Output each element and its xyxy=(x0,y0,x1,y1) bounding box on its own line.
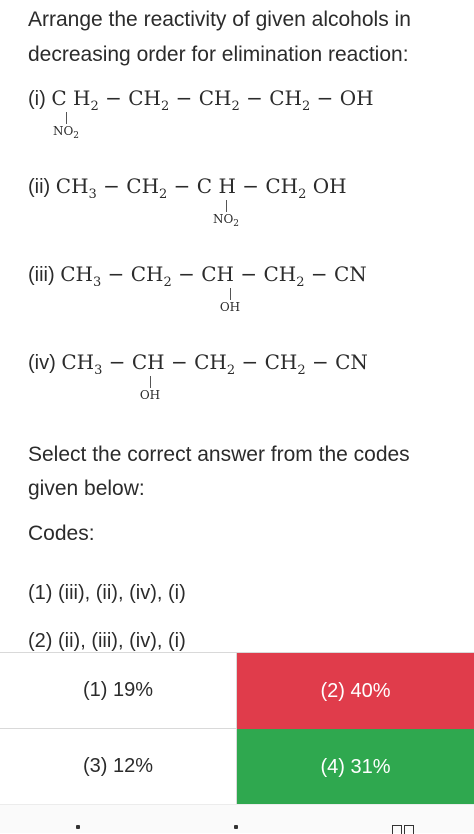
formula-label: (i) xyxy=(28,88,46,110)
bottom-bar xyxy=(0,804,474,833)
codes-heading: Codes: xyxy=(28,522,95,545)
option-2-button[interactable] xyxy=(237,653,474,729)
option-label: (4) 31% xyxy=(320,755,391,778)
formula-chain: $CH_3 - CH_2$ − CH − $CH_2$ − CN xyxy=(60,262,367,290)
answer-options xyxy=(0,652,474,805)
menu-icon[interactable] xyxy=(392,825,402,834)
option-label: (2) 40% xyxy=(320,679,391,702)
formula-iv xyxy=(28,350,368,378)
formula-label: (ii) xyxy=(28,176,51,198)
code-item: (2) (ii), (iii), (iv), (i) xyxy=(28,630,186,652)
nav-icon[interactable] xyxy=(76,825,80,829)
option-label: (1) 19% xyxy=(82,679,154,701)
formula-iii xyxy=(28,262,367,290)
nav-icon[interactable] xyxy=(234,825,238,829)
menu-icon[interactable] xyxy=(404,825,414,834)
formula-chain: C $H_2 - CH_2 - CH_2 - CH_2$ − OH xyxy=(51,86,374,114)
branch-substituent: $NO_2$ xyxy=(206,200,246,226)
branch-substituent: $NO_2$ xyxy=(46,112,86,138)
question-text: Arrange the reactivity of given alcohols in decreasing order for elimination reaction: xyxy=(28,8,411,66)
formula-i xyxy=(28,86,374,114)
option-3-button[interactable] xyxy=(0,729,237,805)
formula-label: (iv) xyxy=(28,352,56,374)
code-item: (1) (iii), (ii), (iv), (i) xyxy=(28,582,186,604)
formula-label: (iii) xyxy=(28,264,55,286)
branch-substituent: OH xyxy=(130,376,170,402)
formula-ii xyxy=(28,174,347,202)
formula-chain: $CH_3 - CH_2 - C$ $H - CH_2$ OH xyxy=(55,174,347,202)
option-1-button[interactable] xyxy=(0,653,237,729)
option-4-button[interactable] xyxy=(237,729,474,805)
option-label: (3) 12% xyxy=(82,755,154,777)
formula-chain: $CH_3$ − CH − $CH_2 - CH_2$ − CN xyxy=(61,350,368,378)
branch-substituent: OH xyxy=(210,288,250,314)
instruction-text: Select the correct answer from the codes given below: xyxy=(28,443,410,500)
